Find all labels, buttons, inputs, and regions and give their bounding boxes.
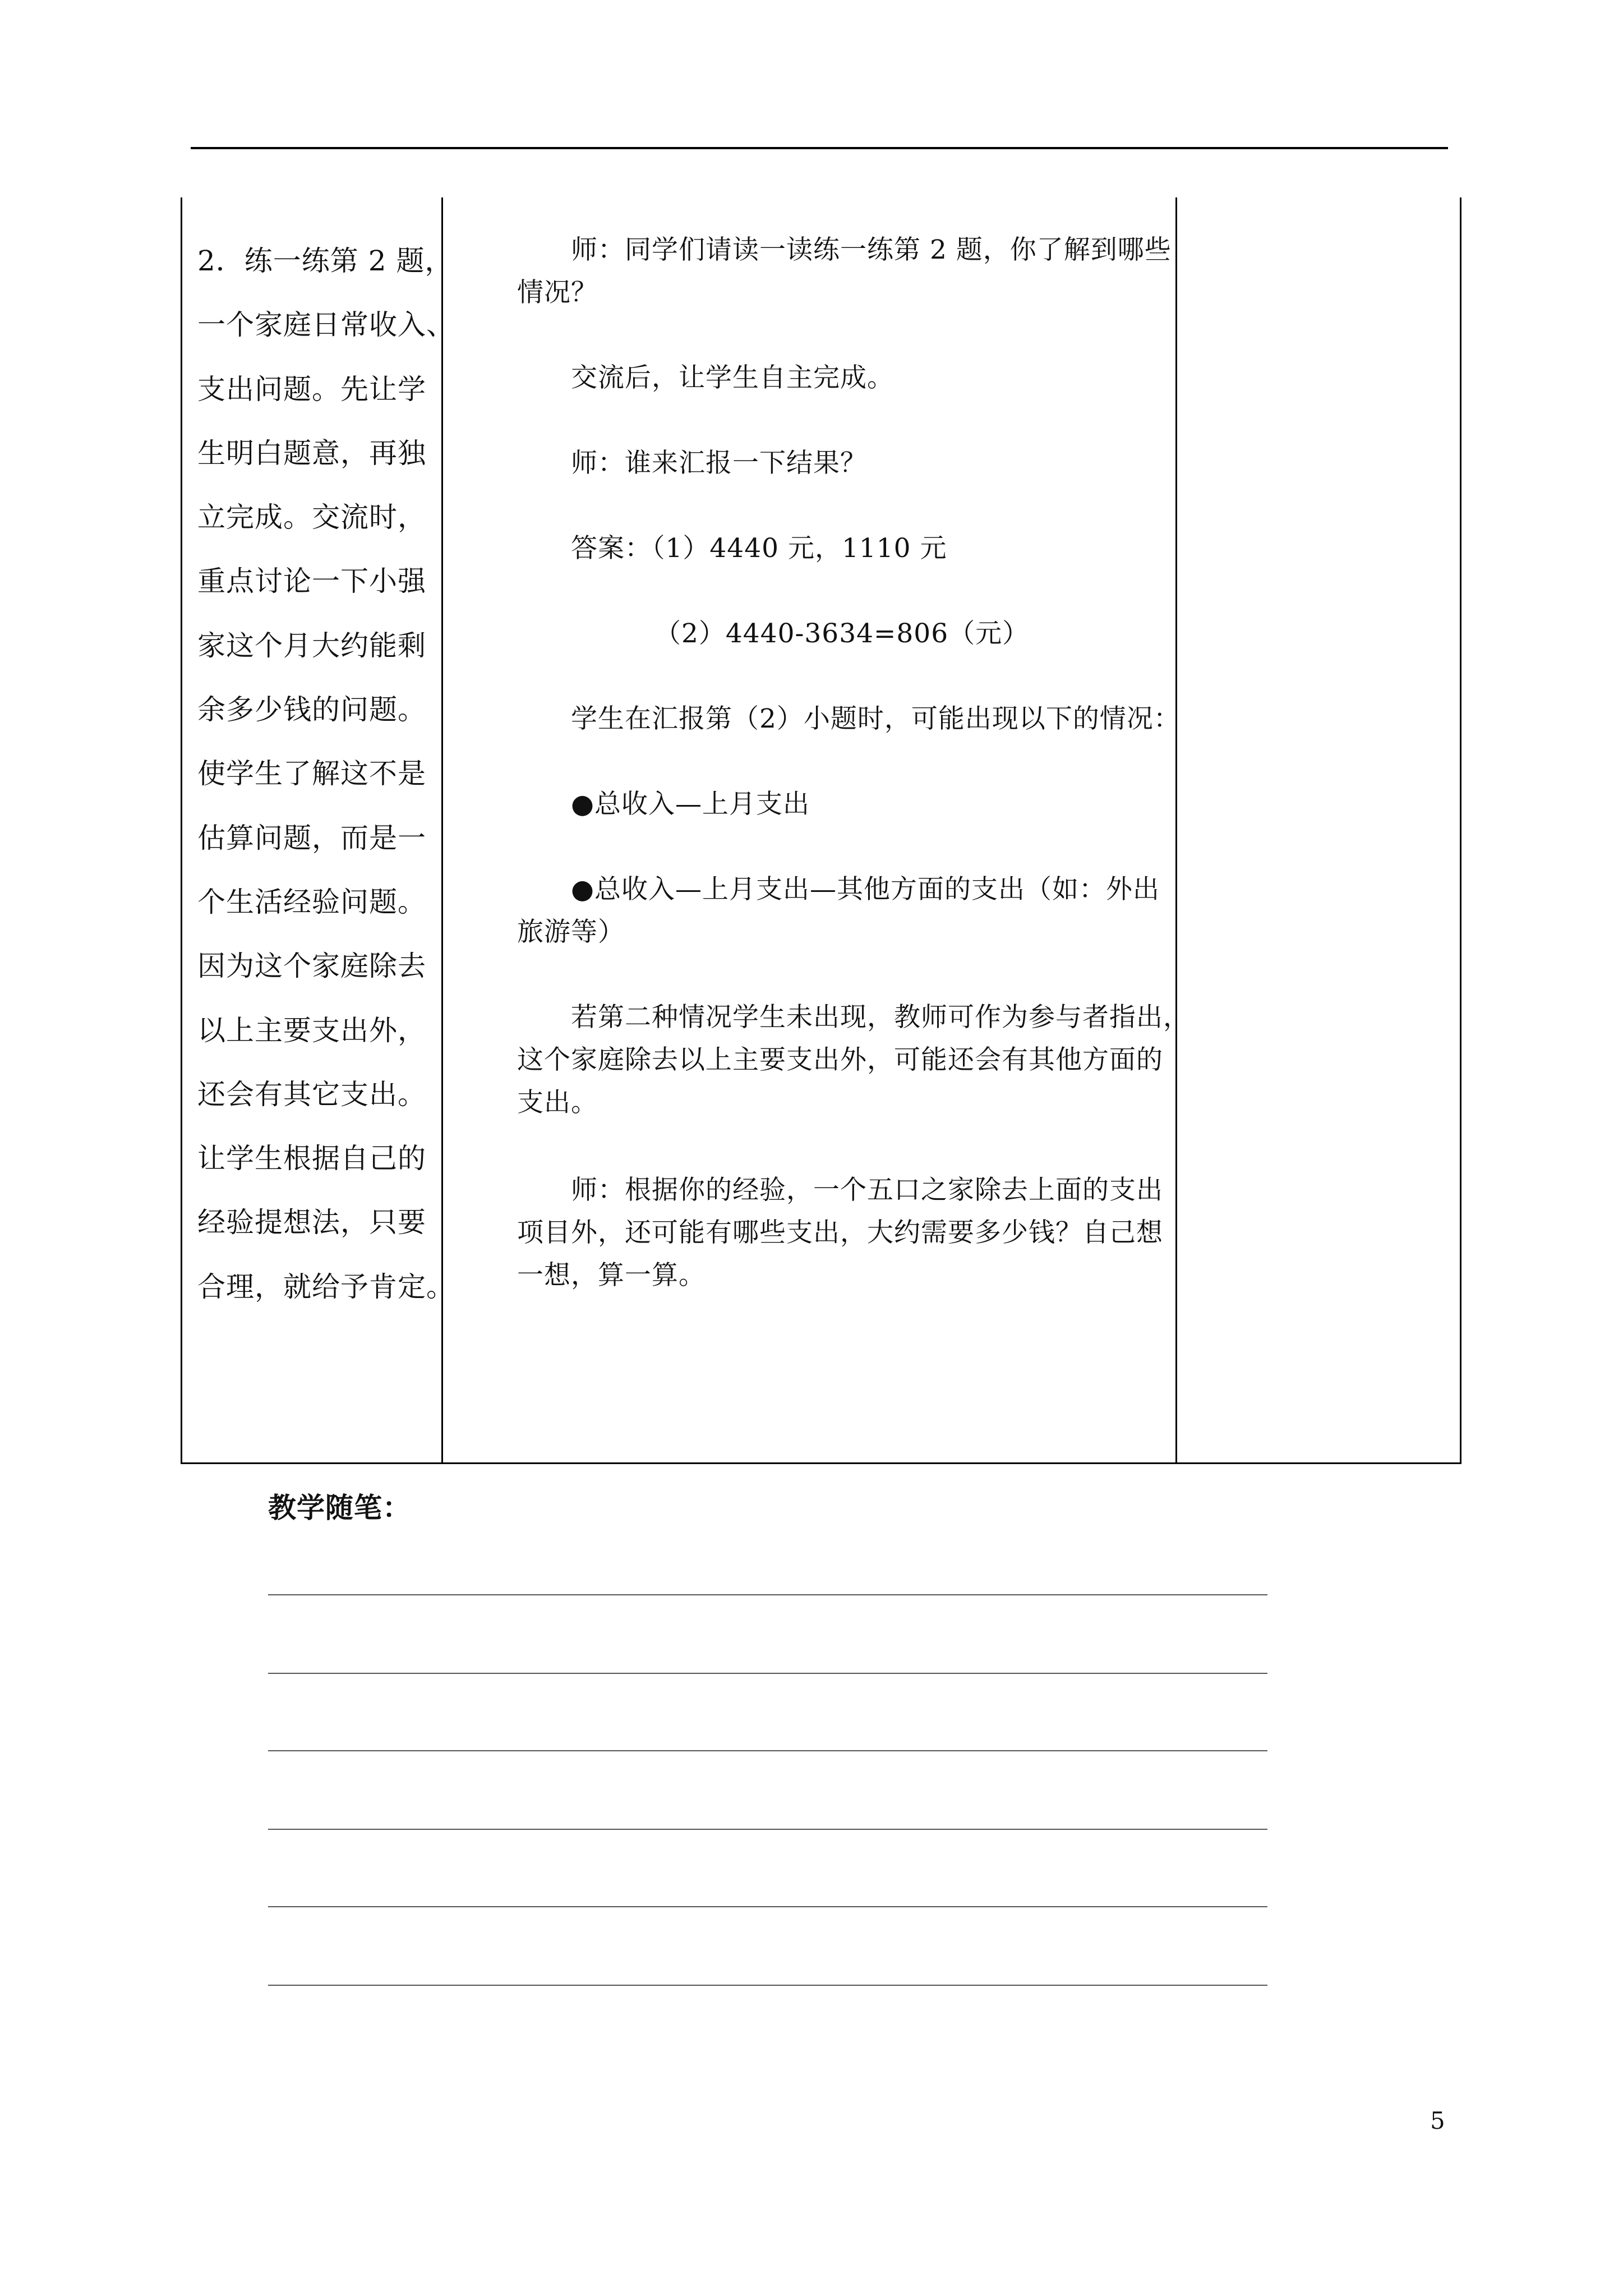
intent-line: 还会有其它支出。 [197, 1078, 426, 1111]
intent-line: 家这个月大约能剩 [197, 629, 426, 662]
header-rule [191, 147, 1448, 149]
teacher-question-cont: 情况？ [517, 277, 598, 308]
lesson-table [181, 197, 1461, 1464]
teacher-note-cont: 支出。 [517, 1087, 598, 1118]
teacher-question-final: 师：根据你的经验，一个五口之家除去上面的支出 [571, 1175, 1163, 1205]
teacher-note: 若第二种情况学生未出现，教师可作为参与者指出， [571, 1002, 1190, 1033]
teacher-question-final-cont: 一想，算一算。 [517, 1260, 706, 1291]
page-number: 5 [1430, 2107, 1445, 2134]
intent-line: 一个家庭日常收入、 [197, 309, 455, 342]
intent-line: 使学生了解这不是 [197, 757, 426, 790]
intent-line: 因为这个家庭除去 [197, 950, 426, 983]
writing-line [268, 1985, 1267, 1986]
intent-line: 以上主要支出外， [197, 1014, 426, 1047]
writing-line [268, 1906, 1267, 1907]
notes-title: 教学随笔： [268, 1491, 411, 1524]
intent-line: 合理，就给予肯定。 [197, 1270, 455, 1303]
intent-line: 2．练一练第 2 题， [197, 245, 454, 277]
bullet-item: ●总收入—上月支出 [571, 789, 810, 820]
bullet-item-cont: 旅游等） [517, 917, 625, 947]
bullet-item: ●总收入—上月支出—其他方面的支出（如：外出 [571, 874, 1160, 905]
intent-line: 估算问题，而是一 [197, 821, 426, 854]
table-border-left [181, 197, 182, 1464]
intent-line: 立完成。交流时， [197, 501, 426, 534]
teacher-question-final-cont: 项目外，还可能有哪些支出，大约需要多少钱？自己想 [517, 1217, 1163, 1248]
writing-line [268, 1750, 1267, 1751]
design-intent-cell [197, 197, 455, 1319]
teacher-note-cont: 这个家庭除去以上主要支出外，可能还会有其他方面的 [517, 1045, 1163, 1075]
situation-intro: 学生在汇报第（2）小题时，可能出现以下的情况： [571, 703, 1181, 734]
intent-line: 支出问题。先让学 [197, 372, 426, 406]
teacher-prompt: 师：谁来汇报一下结果？ [571, 448, 867, 478]
answer-line-2: （2）4440-3634=806（元） [654, 618, 1030, 649]
answer-line-1: 答案：（1）4440 元，1110 元 [571, 533, 947, 564]
teaching-process-cell [517, 197, 1347, 1297]
instruction-text: 交流后，让学生自主完成。 [571, 362, 894, 393]
intent-line: 经验提想法，只要 [197, 1206, 426, 1239]
writing-line [268, 1829, 1267, 1830]
intent-line: 个生活经验问题。 [197, 885, 426, 918]
writing-line [268, 1594, 1267, 1595]
intent-line: 生明白题意，再独 [197, 436, 426, 470]
intent-line: 重点讨论一下小强 [197, 565, 426, 598]
teacher-question: 师：同学们请读一读练一练第 2 题，你了解到哪些 [571, 234, 1172, 265]
intent-line: 余多少钱的问题。 [197, 693, 426, 726]
table-border-right [1460, 197, 1461, 1464]
intent-line: 让学生根据自己的 [197, 1142, 426, 1175]
writing-line [268, 1673, 1267, 1674]
table-border-bottom [181, 1462, 1461, 1464]
